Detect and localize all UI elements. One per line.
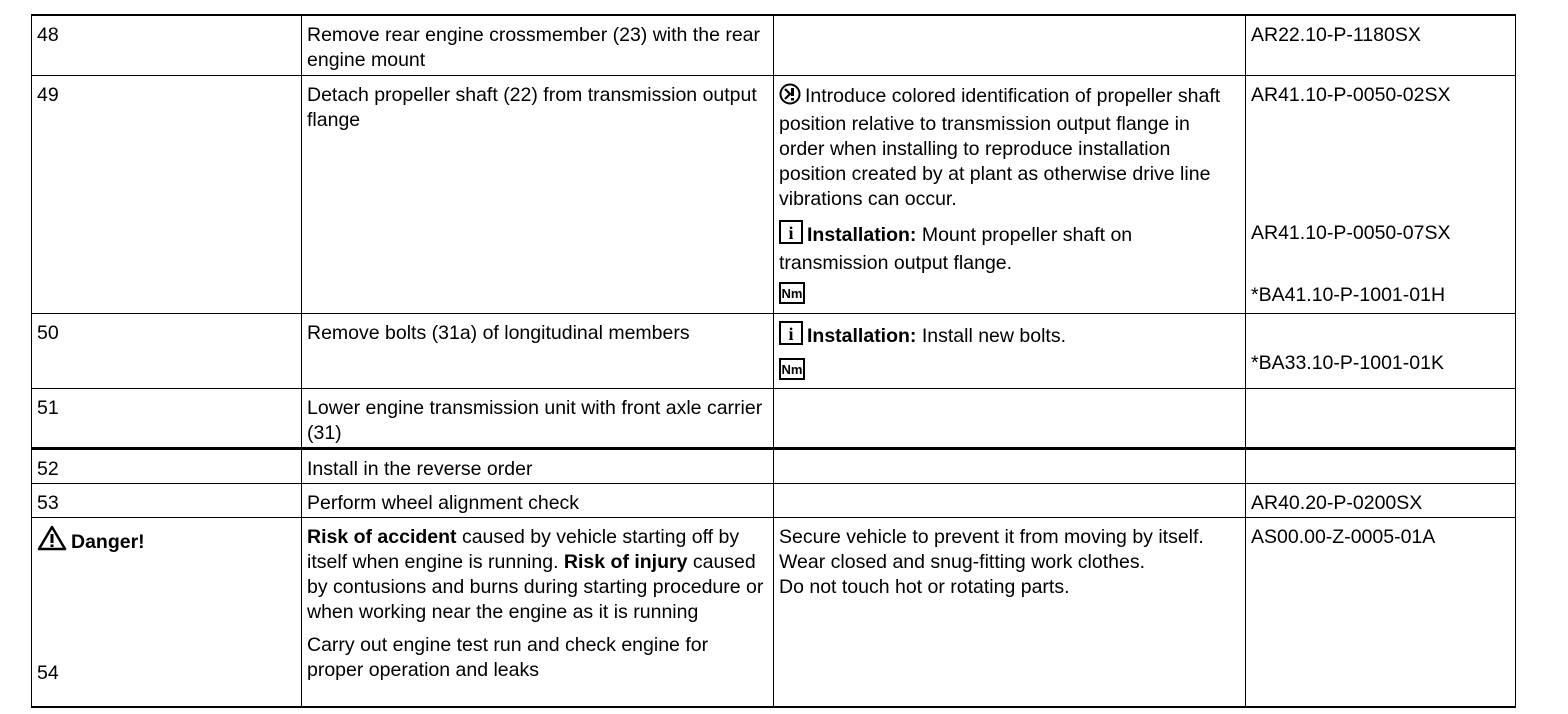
nm-icon-text: Nm [781, 361, 803, 377]
notice-icon [779, 83, 801, 112]
safety-measure: Secure vehicle to prevent it from moving by itself. [779, 525, 1204, 548]
nm-icon-text: Nm [781, 285, 803, 301]
torque-nm-icon[interactable] [779, 282, 805, 311]
step-action: Remove rear engine crossmember (23) with the rear engine mount [302, 15, 774, 75]
installation-label: Installation: [807, 223, 917, 246]
step-number: 51 [32, 388, 302, 448]
danger-and-step [32, 517, 302, 707]
step-action: Perform wheel alignment check [302, 483, 774, 517]
step-action: Lower engine transmission unit with front axle carrier (31) [302, 388, 774, 448]
step-reference[interactable]: AR22.10-P-1180SX [1246, 15, 1516, 75]
risk-injury-text: caused by contusions and burns during starting procedure or when working near the engine as it is running [307, 550, 764, 623]
danger-label: Danger! [71, 530, 145, 553]
note-text: Mount propeller shaft on transmission output flange. [779, 223, 1133, 274]
reference-link[interactable]: AR41.10-P-0050-07SX [1251, 221, 1451, 244]
step-note [774, 313, 1246, 388]
step-reference[interactable]: AR40.20-P-0200SX [1246, 483, 1516, 517]
step-number: 49 [32, 75, 302, 313]
step-note [774, 75, 1246, 313]
step-number: 50 [32, 313, 302, 388]
table-row [32, 313, 1516, 388]
step-note [774, 483, 1246, 517]
table-row [32, 388, 1516, 448]
info-icon-glyph: i [788, 222, 794, 243]
table-row [32, 15, 1516, 75]
step-note [774, 15, 1246, 75]
step-action: Carry out engine test run and check engine for proper operation and leaks [307, 633, 709, 681]
step-note [774, 388, 1246, 448]
procedure-table [31, 14, 1516, 708]
step-reference [1246, 75, 1516, 313]
step-note [774, 448, 1246, 483]
step-action: Detach propeller shaft (22) from transmission output flange [302, 75, 774, 313]
step-reference[interactable]: AS00.00-Z-0005-01A [1246, 517, 1516, 707]
table-row [32, 517, 1516, 707]
table-row [32, 483, 1516, 517]
step-number: 54 [37, 661, 59, 684]
step-reference [1246, 448, 1516, 483]
step-number: 52 [32, 448, 302, 483]
installation-label: Installation: [807, 324, 917, 347]
safety-measure: Do not touch hot or rotating parts. [779, 575, 1070, 598]
warning-triangle-icon [37, 525, 67, 558]
reference-link[interactable]: *BA33.10-P-1001-01K [1251, 351, 1444, 374]
risk-accident-label: Risk of accident [307, 525, 457, 548]
risk-and-action [302, 517, 774, 707]
step-number: 48 [32, 15, 302, 75]
safety-measures [774, 517, 1246, 707]
table-row [32, 448, 1516, 483]
note-text: Install new bolts. [921, 324, 1066, 347]
table-row [32, 75, 1516, 313]
reference-link[interactable]: AR41.10-P-0050-02SX [1251, 83, 1451, 106]
reference-link[interactable]: *BA41.10-P-1001-01H [1251, 283, 1446, 306]
step-action: Remove bolts (31a) of longitudinal members [302, 313, 774, 388]
safety-measure: Wear closed and snug-fitting work clothes. [779, 550, 1145, 573]
note-text: Introduce colored identification of propeller shaft position relative to transmission output flange in order when installing to reproduce installation position created by at plant as otherwise drive line vibrations can occur. [779, 84, 1221, 210]
risk-injury-label: Risk of injury [563, 550, 688, 573]
info-icon-glyph: i [788, 323, 794, 344]
torque-nm-icon[interactable] [779, 358, 805, 387]
step-reference [1246, 313, 1516, 388]
step-reference [1246, 388, 1516, 448]
step-action: Install in the reverse order [302, 448, 774, 483]
step-number: 53 [32, 483, 302, 517]
info-icon [779, 321, 803, 352]
info-icon [779, 220, 803, 251]
risk-accident-text: caused by vehicle starting off by itself when engine is running. [307, 525, 740, 573]
